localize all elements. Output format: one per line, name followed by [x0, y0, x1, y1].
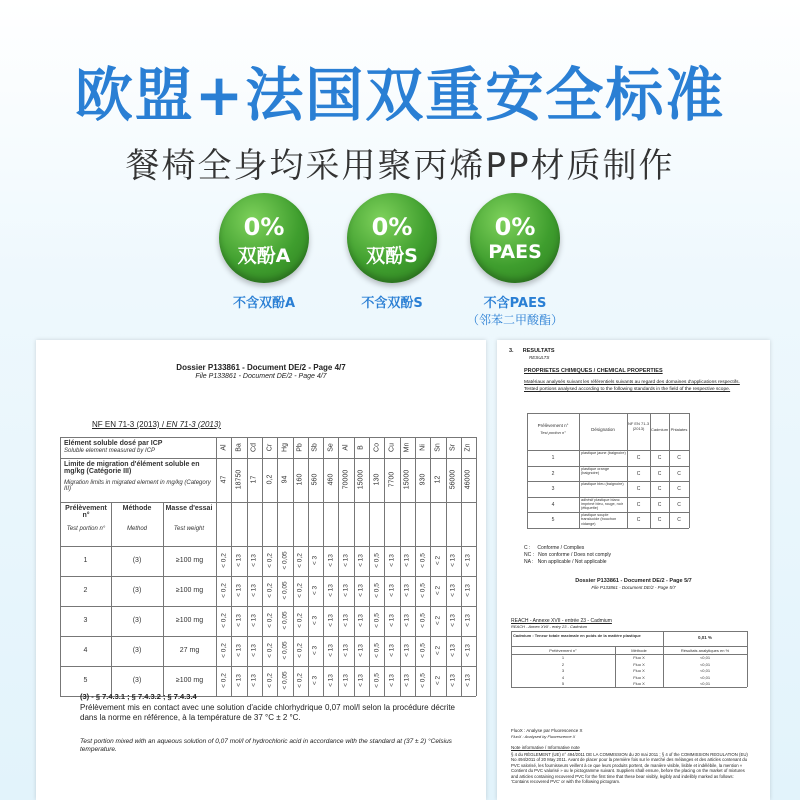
designation: plastique souple translucide (bouchon vidange) — [581, 513, 617, 526]
cadmium-limit: 0,01 % — [697, 635, 712, 640]
test-weight: ≥100 mg — [175, 617, 204, 624]
conformity-result: C — [636, 501, 641, 508]
element-limit: 930 — [419, 473, 427, 486]
section-heading: 3. RESULTATS — [509, 348, 555, 354]
col-header-prelevement: Prélèvement n° — [537, 423, 569, 428]
conformity-result: C — [677, 486, 681, 492]
element-limit: 560 — [311, 473, 319, 486]
designation: plastique jaune (baignoire) — [581, 451, 626, 455]
migration-value: < 13 — [403, 614, 411, 627]
migration-value: < 13 — [388, 554, 396, 567]
cadmium-header: Cadmium : Teneur totale maximale en poids de la matière plastique — [513, 633, 641, 638]
element-limit: 15000 — [403, 469, 411, 490]
table-rule — [527, 413, 689, 414]
migration-value: < 13 — [449, 614, 457, 627]
legend-non-applicable: NA : Non applicable / Not applicable — [524, 559, 607, 565]
conformity-result: C — [657, 501, 662, 508]
migration-value: < 13 — [235, 584, 243, 597]
test-method: Fluo X — [633, 661, 645, 667]
conformity-result: C — [677, 470, 681, 477]
table-rule — [400, 437, 401, 696]
migration-value: < 13 — [464, 584, 472, 597]
migration-value: < 0,2 — [266, 553, 274, 568]
migration-value: < 13 — [250, 584, 258, 597]
col-header-method-en: Method — [126, 526, 147, 532]
row-header-element: Elément soluble dosé par ICP — [64, 440, 163, 447]
element-limit: 130 — [373, 473, 381, 486]
dossier-title: Dossier P133861 - Document DE/2 - Page 4/7 — [176, 363, 346, 372]
element-symbol: Ni — [419, 444, 427, 451]
migration-value: < 13 — [250, 644, 258, 657]
badge-label: 双酚A — [237, 245, 291, 267]
conformity-result: C — [677, 455, 681, 461]
test-report-page-4 — [36, 340, 486, 800]
migration-value: < 13 — [449, 584, 457, 597]
table-rule — [247, 437, 248, 696]
badge-caption-sub: （邻苯二甲酸酯） — [466, 313, 563, 327]
migration-value: < 0,2 — [220, 643, 228, 658]
chemical-properties-heading: PROPRIETES CHIMIQUES / CHEMICAL PROPERTIES — [524, 368, 663, 374]
test-weight: 27 mg — [179, 647, 200, 654]
badge-paes-free — [470, 193, 560, 283]
table-rule — [446, 437, 447, 696]
legend-non-conforme: NC : Non conforme / Does not comply — [524, 552, 611, 558]
test-portion-number: 5 — [561, 681, 565, 686]
migration-value: < 0,2 — [296, 673, 304, 688]
element-limit: 160 — [296, 473, 304, 486]
migration-value: < 13 — [235, 554, 243, 567]
legend-conforme: C : Conforme / Complies — [524, 545, 585, 551]
table-rule — [511, 646, 747, 647]
table-rule — [415, 437, 416, 696]
element-limit: 17 — [250, 475, 258, 484]
cadmium-result: <0,01 — [699, 655, 711, 660]
element-symbol: Sr — [449, 444, 457, 451]
table-rule — [338, 437, 339, 696]
table-rule — [511, 687, 747, 688]
note-heading: (3) - § 7.4.3.1 ; § 7.4.3.2 ; § 7.4.3.4 — [80, 692, 197, 701]
test-portion-number: 1 — [551, 455, 555, 461]
element-symbol: Pb — [296, 443, 304, 452]
table-rule — [511, 631, 747, 632]
migration-value: < 2 — [434, 555, 442, 566]
dossier-subtitle: File P133861 - Document DE/2 - Page 4/7 — [195, 373, 327, 380]
migration-value: < 13 — [357, 614, 365, 627]
badge-percent: 0% — [494, 213, 536, 241]
conformity-result: C — [636, 517, 641, 523]
test-portion-number: 3 — [561, 668, 565, 673]
migration-value: < 2 — [434, 645, 442, 656]
migration-value: < 0,2 — [266, 643, 274, 658]
test-report-page-5 — [497, 340, 770, 800]
migration-value: < 13 — [388, 584, 396, 597]
migration-value: < 13 — [342, 584, 350, 597]
migration-value: < 13 — [327, 644, 335, 657]
col-header-mass: Masse d'essai — [165, 505, 213, 512]
migration-value: < 0,2 — [266, 583, 274, 598]
col-header-prelevement-en: Test portion n° — [66, 526, 106, 532]
element-symbol: Co — [373, 443, 381, 452]
element-limit: 15000 — [357, 469, 365, 490]
migration-value: < 13 — [388, 644, 396, 657]
migration-value: < 0,5 — [373, 643, 381, 658]
col-header-designation: Désignation — [591, 427, 615, 432]
test-portion-number: 2 — [561, 661, 565, 667]
conformity-result: C — [657, 517, 662, 523]
migration-value: < 0,2 — [220, 583, 228, 598]
migration-value: < 13 — [327, 674, 335, 687]
migration-value: < 13 — [403, 584, 411, 597]
migration-value: < 13 — [403, 674, 411, 687]
test-method: (3) — [132, 677, 142, 684]
badge-percent: 0% — [243, 213, 285, 241]
migration-value: < 13 — [357, 644, 365, 657]
migration-value: < 0,2 — [296, 583, 304, 598]
migration-value: < 0,5 — [373, 583, 381, 598]
element-limit: 56000 — [449, 469, 457, 490]
migration-value: < 13 — [235, 644, 243, 657]
table-rule — [476, 437, 477, 696]
col-header-mass-en: Test weight — [173, 526, 205, 532]
col-header-method: Méthode — [631, 648, 647, 653]
badge-caption: 不含PAES — [483, 296, 547, 311]
test-method: (3) — [132, 617, 142, 624]
test-weight: ≥100 mg — [175, 677, 204, 684]
migration-value: < 13 — [449, 674, 457, 687]
test-weight: ≥100 mg — [175, 557, 204, 564]
element-limit: 460 — [327, 473, 335, 486]
table-rule — [231, 437, 232, 696]
migration-value: < 13 — [250, 554, 258, 567]
element-symbol: Sb — [311, 443, 319, 452]
conformity-result: C — [636, 470, 641, 477]
migration-value: < 13 — [464, 674, 472, 687]
table-rule — [308, 437, 309, 696]
test-portion-number: 1 — [83, 557, 88, 564]
migration-value: < 0,5 — [419, 553, 427, 568]
table-rule — [689, 413, 690, 528]
badge-caption: 不含双酚A — [232, 296, 296, 311]
reach-heading: REACH - Annexe XVII - entrée 23 - Cadmium — [511, 618, 612, 624]
col-header-nf: NF EN 71-3 (2013) — [627, 421, 650, 431]
row-header-element-en: Soluble element measured by ICP — [64, 448, 156, 454]
element-symbol: Cu — [388, 443, 396, 452]
migration-value: < 13 — [403, 554, 411, 567]
migration-value: < 0,2 — [220, 553, 228, 568]
badge-label: PAES — [488, 241, 542, 263]
table-rule — [262, 437, 263, 696]
dossier-title: Dossier P133861 - Document DE/2 - Page 5/7 — [575, 578, 692, 584]
migration-value: < 13 — [342, 674, 350, 687]
element-limit: 7700 — [388, 471, 396, 488]
migration-value: < 0,05 — [281, 611, 289, 630]
badge-label: 双酚S — [366, 245, 418, 267]
informative-note-heading: Note informative / Informative note — [511, 745, 580, 750]
conformity-result: C — [657, 486, 662, 492]
designation: plastique orange (baignoire) — [581, 466, 610, 475]
element-symbol: Cd — [250, 443, 258, 452]
badge-percent: 0% — [371, 213, 413, 241]
migration-value: < 0,2 — [266, 673, 274, 688]
element-symbol: Mn — [403, 442, 411, 453]
migration-value: < 13 — [235, 614, 243, 627]
page-title: 欧盟+法国双重安全标准 — [74, 61, 726, 129]
note-text-fr: Prélèvement mis en contact avec une solution d'acide chlorhydrique 0,07 mol/l selon la procédure décrite dans la norme en référence, à la température de 37 °C ± 2 °C. — [80, 703, 455, 722]
migration-value: < 13 — [403, 644, 411, 657]
test-portion-number: 5 — [83, 677, 88, 684]
test-portion-number: 5 — [551, 517, 555, 523]
row-header-limit: Limite de migration d'élément soluble en mg/kg (Catégorie III) — [64, 461, 200, 475]
migration-value: < 13 — [357, 554, 365, 567]
test-portion-number: 4 — [83, 647, 88, 654]
element-limit: 0,2 — [266, 474, 274, 485]
table-rule — [527, 528, 689, 529]
table-rule — [384, 437, 385, 696]
test-portion-number: 4 — [561, 674, 565, 680]
element-symbol: Ba — [235, 443, 243, 452]
note-text-en: Test portion mixed with an aqueous solution of 0,07 mol/l of hydrochloric acid in accordance with the standard at (37 ± 2) °Celsius temperature. — [80, 738, 452, 753]
migration-value: < 13 — [342, 644, 350, 657]
cadmium-result: <0,01 — [699, 681, 711, 686]
intro-text: Matériaux analysés suivant les référentiels suivants au regard des domaines d'applications respectifs. Tested portions analysed according to the following standards in the field of the respective scope. — [524, 380, 740, 392]
migration-value: < 3 — [311, 585, 319, 596]
page-subtitle: 餐椅全身均采用聚丙烯PP材质制作 — [125, 146, 675, 186]
migration-value: < 3 — [311, 675, 319, 686]
element-symbol: Al — [220, 444, 228, 451]
norm-label: NF EN 71-3 (2013) / EN 71-3 (2013) — [92, 420, 221, 429]
table-rule — [369, 437, 370, 696]
designation: plastique bleu (baignoire) — [581, 482, 624, 486]
col-header-prelevement: Prélèvement n° — [65, 505, 107, 519]
migration-value: < 13 — [449, 554, 457, 567]
element-limit: 94 — [281, 475, 289, 484]
test-portion-number: 3 — [551, 486, 555, 492]
badge-bpa-free — [219, 193, 309, 283]
conformity-result: C — [657, 470, 662, 477]
table-rule — [747, 631, 748, 687]
test-portion-number: 2 — [551, 470, 555, 477]
badge-bps-free — [347, 193, 437, 283]
migration-value: < 13 — [357, 674, 365, 687]
fluo-note-en: FluoX : Analysed by Fluorescence X — [511, 734, 576, 739]
conformity-result: C — [677, 501, 681, 508]
designation: adhésif plastique blanc imprimé bleu, rouge, noir (étiquette) — [581, 497, 623, 511]
migration-value: < 0,2 — [296, 553, 304, 568]
migration-value: < 13 — [342, 614, 350, 627]
conformity-result: C — [677, 517, 681, 523]
element-limit: 18750 — [235, 469, 243, 490]
migration-value: < 0,5 — [419, 673, 427, 688]
migration-value: < 0,2 — [220, 613, 228, 628]
test-portion-number: 4 — [551, 501, 555, 508]
element-symbol: Hg — [281, 443, 289, 452]
informative-note-text: § 4 du RÈGLEMENT (UE) n° 494/2011 DE LA COMMISSION du 20 mai 2011 ; § 4 of the COMMISSION REGULATION (EU) No 494/2011 of 20 May 2011. Avant de placer pour la première fois sur le marché des mélanges et des articles contenant du PVC valorisé, les fournisseurs veillent à ce que leurs produits portent, de manière visible, lisible et indélébile, la mention « Contient du PVC valorisé » ou le pictogramme suivant. Suppliers shall ensure, before the placing on the market of mixtures and articles containing recovered PVC for the first time that these bear visibly, legibly and indelibly marked as follows: 'Contains recovered PVC' or with the following pictogram. — [511, 752, 748, 785]
migration-value: < 13 — [464, 614, 472, 627]
migration-value: < 13 — [235, 674, 243, 687]
badge-caption: 不含双酚S — [361, 296, 423, 311]
element-limit: 46000 — [464, 469, 472, 490]
table-rule — [216, 437, 217, 696]
conformity-result: C — [636, 486, 641, 492]
migration-value: < 0,5 — [373, 553, 381, 568]
migration-value: < 13 — [388, 674, 396, 687]
cadmium-result: <0,01 — [699, 674, 711, 680]
element-symbol: Al — [342, 444, 350, 451]
test-method: Fluo X — [633, 668, 645, 673]
test-method: (3) — [132, 587, 142, 594]
migration-value: < 3 — [311, 615, 319, 626]
migration-value: < 3 — [311, 645, 319, 656]
migration-value: < 13 — [464, 644, 472, 657]
migration-value: < 13 — [342, 554, 350, 567]
test-method: (3) — [132, 557, 142, 564]
migration-value: < 0,5 — [419, 613, 427, 628]
migration-value: < 13 — [327, 614, 335, 627]
migration-value: < 13 — [449, 644, 457, 657]
element-limit: 70000 — [342, 469, 350, 490]
test-portion-number: 2 — [83, 587, 88, 594]
test-method: Fluo X — [633, 674, 645, 680]
table-rule — [323, 437, 324, 696]
element-symbol: B — [357, 445, 365, 450]
col-header-phtalates: Phtalates — [670, 427, 688, 432]
table-rule — [461, 437, 462, 696]
migration-value: < 2 — [434, 675, 442, 686]
cadmium-result: <0,01 — [699, 661, 711, 667]
conformity-result: C — [657, 455, 662, 461]
element-symbol: Cr — [266, 443, 274, 452]
test-portion-number: 3 — [83, 617, 88, 624]
table-rule — [60, 502, 476, 503]
test-method: Fluo X — [633, 655, 645, 660]
test-method: (3) — [132, 647, 142, 654]
reach-subheading: REACH - Annex XVII - entry 23 - Cadmium — [511, 624, 588, 629]
migration-value: < 3 — [311, 555, 319, 566]
col-header-prelevement: Prélèvement n° — [549, 648, 577, 653]
table-rule — [430, 437, 431, 696]
test-method: Fluo X — [633, 681, 645, 686]
dossier-subtitle: File P133861 - Document DE/2 - Page 5/7 — [591, 585, 676, 590]
migration-value: < 0,5 — [419, 583, 427, 598]
test-weight: ≥100 mg — [175, 587, 204, 594]
migration-value: < 0,2 — [266, 613, 274, 628]
migration-value: < 13 — [357, 584, 365, 597]
col-header-results: Résultats analytiques en % — [680, 648, 730, 653]
migration-value: < 0,2 — [220, 673, 228, 688]
migration-value: < 0,05 — [281, 581, 289, 600]
row-header-limit-en: Migration limits in migrated element in mg/kg (Category III) — [64, 480, 211, 492]
migration-value: < 0,5 — [419, 643, 427, 658]
table-rule — [277, 437, 278, 696]
migration-value: < 13 — [327, 584, 335, 597]
test-portion-number: 1 — [561, 655, 565, 660]
cadmium-result: <0,01 — [699, 668, 711, 673]
table-rule — [60, 437, 61, 696]
section-heading-en: RESULTS — [529, 355, 550, 360]
migration-value: < 0,05 — [281, 641, 289, 660]
col-header-method: Méthode — [122, 505, 152, 512]
element-limit: 12 — [434, 475, 442, 484]
element-symbol: Sn — [434, 443, 442, 452]
migration-value: < 13 — [250, 614, 258, 627]
migration-value: < 0,2 — [296, 643, 304, 658]
col-header-prelevement-en: Test portion n° — [540, 430, 566, 435]
migration-value: < 0,5 — [373, 613, 381, 628]
migration-value: < 13 — [327, 554, 335, 567]
migration-value: < 0,2 — [296, 613, 304, 628]
element-symbol: Zn — [464, 443, 472, 452]
conformity-result: C — [636, 455, 641, 461]
element-symbol: Se — [327, 443, 335, 452]
migration-value: < 0,05 — [281, 551, 289, 570]
element-limit: 47 — [220, 475, 228, 484]
fluo-note: FluoX : Analyse par Fluorescence X — [511, 728, 583, 733]
table-rule — [293, 437, 294, 696]
migration-value: < 0,05 — [281, 671, 289, 690]
col-header-cadmium: Cadmium — [650, 427, 669, 432]
migration-value: < 0,5 — [373, 673, 381, 688]
migration-value: < 2 — [434, 585, 442, 596]
migration-value: < 13 — [250, 674, 258, 687]
migration-value: < 2 — [434, 615, 442, 626]
migration-value: < 13 — [464, 554, 472, 567]
table-rule — [354, 437, 355, 696]
migration-value: < 13 — [388, 614, 396, 627]
